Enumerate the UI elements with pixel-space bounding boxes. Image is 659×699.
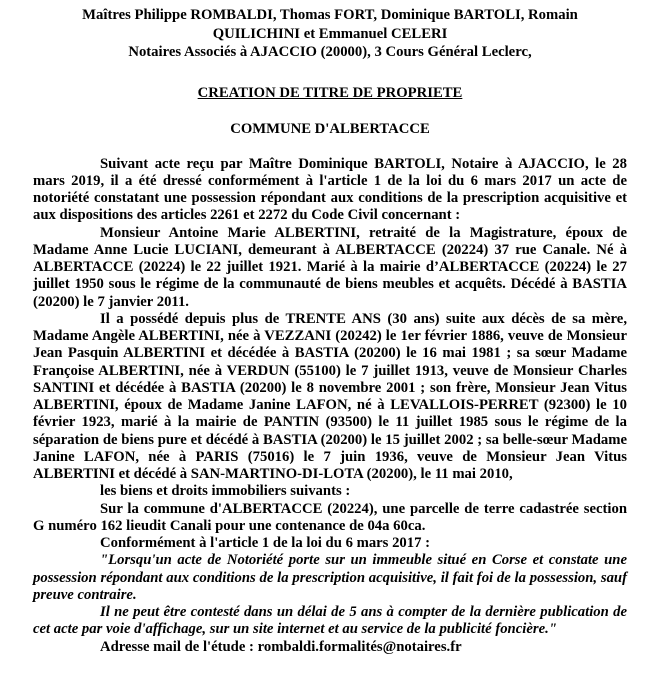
paragraph-acte-notoriete: Suivant acte reçu par Maître Dominique BARTOLI, Notaire à AJACCIO, le 28 mars 2019, il a été dressé conformément à l'article 1 de la loi du 6 mars 2017 un acte de notoriété constatant une possession répondant aux conditions de la prescription acquisitive et aux dispositions des articles 2261 et 2272 du Code Civil concernant : — [33, 155, 627, 224]
notary-names-line-1: Maîtres Philippe ROMBALDI, Thomas FORT, Dominique BARTOLI, Romain — [82, 7, 578, 23]
paragraph-citation-loi-2: Il ne peut être contesté dans un délai de 5 ans à compter de la dernière publication de cet acte par voie d'affichage, sur un site internet et au service de la publicité foncière." — [33, 604, 627, 638]
paragraph-conformement-loi: Conformément à l'article 1 de la loi du 6 mars 2017 : — [100, 535, 431, 551]
paragraph-biens-droits: les biens et droits immobiliers suivants : — [100, 483, 351, 500]
notary-office-address: Notaires Associés à AJACCIO (20000), 3 Cours Général Leclerc, — [128, 44, 532, 60]
commune-subtitle: COMMUNE D'ALBERTACCE — [230, 121, 430, 137]
paragraph-monsieur-albertini: Monsieur Antoine Marie ALBERTINI, retraité de la Magistrature, époux de Madame Anne Lucie LUCIANI, demeurant à ALBERTACCE (20224) 37 rue Canale. Né à ALBERTACCE (20224) le 22 juillet 1921. Marié à la mairie d’ALBERTACCE (20224) le 27 juillet 1950 sous le régime de la communauté de biens meubles et acquêts. Décédé à BASTIA (20200) le 7 janvier 2011. — [33, 224, 627, 310]
document-title: CREATION DE TITRE DE PROPRIETE — [197, 84, 463, 101]
document-body — [33, 156, 627, 656]
paragraph-adresse-mail: Adresse mail de l'étude : rombaldi.formalités@notaires.fr — [100, 638, 462, 655]
notary-office-header — [33, 6, 627, 62]
paragraph-parcelle-cadastree: Sur la commune d'ALBERTACCE (20224), une parcelle de terre cadastrée section G numéro 162 lieudit Canali pour une contenance de 04a 60ca. — [33, 500, 627, 534]
paragraph-possession-trente-ans: Il a possédé depuis plus de TRENTE ANS (30 ans) suite aux décès de sa mère, Madame Angèle ALBERTINI, née à VEZZANI (20242) le 1er février 1886, veuve de Monsieur Jean Pasquin ALBERTINI et décédée à BASTIA (20200) le 16 mai 1981 ; sa sœur Madame Françoise ALBERTINI, née à VERDUN (55100) le 7 juillet 1913, veuve de Monsieur Charles SANTINI et décédée à BASTIA (20200) le 8 novembre 2001 ; son frère, Monsieur Jean Vitus ALBERTINI, époux de Madame Janine LAFON, né à LEVALLOIS-PERRET (92300) le 10 février 1923, marié à la mairie de PANTIN (93500) le 11 juillet 1985 sous le régime de la séparation de biens pure et décédé à BASTIA (20200) le 15 juillet 2002 ; sa belle-sœur Madame Janine LAFON, née à PARIS (75016) le 7 juin 1936, veuve de Monsieur Jean Vitus ALBERTINI et décédé à SAN-MARTINO-DI-LOTA (20200), le 11 mai 2010, — [33, 310, 627, 482]
paragraph-citation-loi-1: "Lorsqu'un acte de Notoriété porte sur un immeuble situé en Corse et constate une possession répondant aux conditions de la prescription acquisitive, il fait foi de la possession, sauf preuve contraire. — [33, 552, 627, 603]
notary-names-line-2: QUILICHINI et Emmanuel CELERI — [212, 25, 448, 42]
